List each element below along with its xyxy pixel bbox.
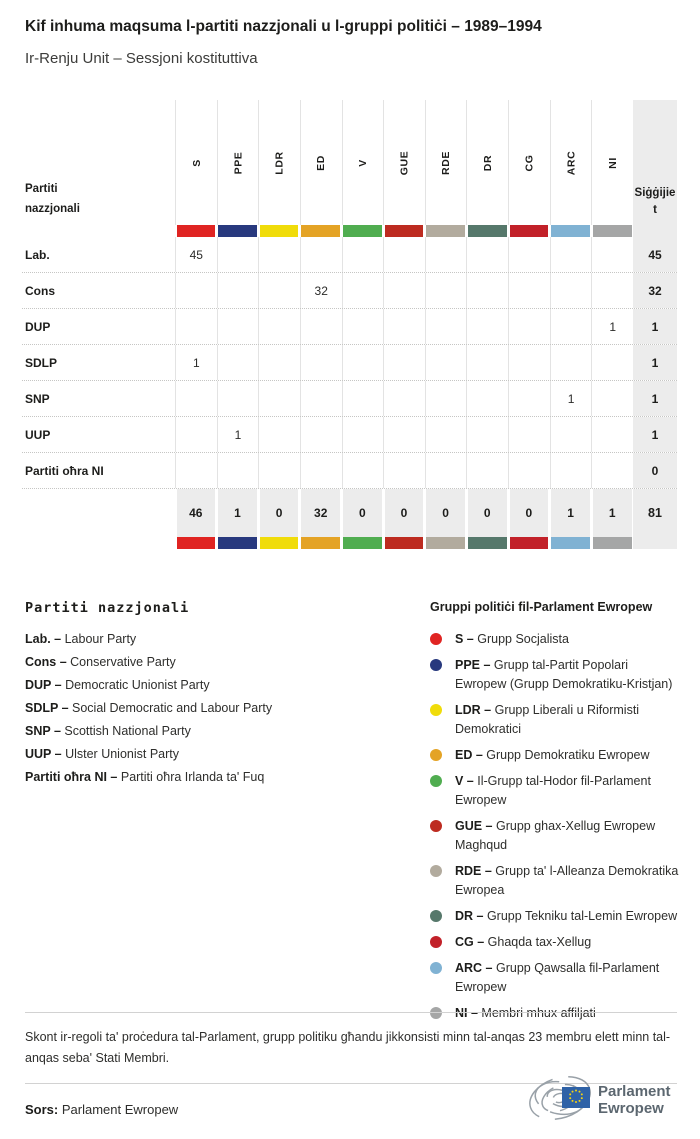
cell-PPE: [217, 381, 259, 416]
cell-DR: [466, 417, 508, 452]
group-abbr: S –: [455, 632, 478, 646]
group-legend-item: [430, 772, 682, 810]
group-header-S: [175, 100, 217, 225]
seats-colorbar-bottom-fill: [633, 537, 677, 549]
cell-PPE: [217, 345, 259, 380]
cell-PPE: 1: [217, 417, 259, 452]
group-color-dot-icon: [430, 820, 442, 832]
colorbar-segment-DR: [466, 225, 508, 237]
footnote: Skont ir-regoli ta' proċedura tal-Parlament, grupp politiku għandu jikkonsisti minn tal-anqas 23 membru elett minn tal-anqas seba' Stati Membri.: [25, 1012, 677, 1084]
cell-RDE: [425, 237, 467, 272]
row-label: SDLP: [25, 355, 58, 370]
colorbar-segment-DR: [466, 537, 508, 549]
group-name: Grupp tal-Partit Popolari Ewropew (Grupp Demokratiku-Kristjan): [455, 658, 673, 691]
cell-NI: [591, 417, 633, 452]
colorbar-segment-LDR: [258, 225, 300, 237]
column-total-DR: 0: [466, 489, 508, 537]
cell-V: [342, 273, 384, 308]
cell-LDR: [258, 453, 300, 488]
cell-CG: [508, 309, 550, 344]
table-body: [22, 237, 677, 489]
group-color-dot-icon: [430, 659, 442, 671]
group-abbr: GUE –: [455, 819, 496, 833]
group-legend-item: [430, 656, 682, 694]
group-header-strip: [175, 100, 633, 225]
row-label: UUP: [25, 427, 51, 442]
cell-ARC: [550, 345, 592, 380]
group-legend-item: [430, 862, 682, 900]
totals-spacer: [22, 489, 175, 537]
cell-GUE: [383, 309, 425, 344]
column-total-PPE: 1: [217, 489, 259, 537]
colorbar-segment-RDE: [425, 225, 467, 237]
totals-strip: [175, 489, 633, 537]
corner-label: Partiti nazzjonali: [25, 183, 80, 215]
row-total: 1: [633, 345, 677, 380]
row-total: 1: [633, 417, 677, 452]
cell-CG: [508, 417, 550, 452]
cell-V: [342, 453, 384, 488]
cell-GUE: [383, 273, 425, 308]
group-legend: [430, 600, 682, 1030]
european-parliament-logo: [526, 1074, 688, 1122]
colorbar-segment-V: [342, 225, 384, 237]
party-abbr: UUP –: [25, 747, 66, 761]
cell-V: [342, 417, 384, 452]
cell-LDR: [258, 417, 300, 452]
cell-CG: [508, 381, 550, 416]
group-abbr: ARC –: [455, 961, 496, 975]
colorbar-segment-CG: [508, 225, 550, 237]
group-header-label: ARC: [565, 150, 578, 175]
cell-ARC: [550, 237, 592, 272]
table-row: [22, 453, 677, 489]
group-header-label: PPE: [231, 151, 244, 174]
group-color-dot-icon: [430, 865, 442, 877]
group-abbr: NI –: [455, 1006, 482, 1020]
cell-GUE: [383, 453, 425, 488]
cell-CG: [508, 273, 550, 308]
group-header-LDR: [258, 100, 300, 225]
cell-S: [175, 309, 217, 344]
column-total-LDR: 0: [258, 489, 300, 537]
totals-row: [22, 489, 677, 537]
party-name: Conservative Party: [70, 655, 176, 669]
cell-V: [342, 345, 384, 380]
group-color-dot-icon: [430, 962, 442, 974]
cell-CG: [508, 345, 550, 380]
cell-ARC: [550, 417, 592, 452]
party-legend-list: [25, 632, 405, 784]
group-color-dot-icon: [430, 775, 442, 787]
cell-S: [175, 417, 217, 452]
cell-NI: [591, 345, 633, 380]
cell-NI: [591, 237, 633, 272]
cell-DR: [466, 237, 508, 272]
cell-RDE: [425, 309, 467, 344]
cell-S: 45: [175, 237, 217, 272]
cell-NI: [591, 273, 633, 308]
table-row: [22, 237, 677, 273]
cell-RDE: [425, 345, 467, 380]
colorbar-segment-NI: [591, 225, 633, 237]
cell-PPE: [217, 309, 259, 344]
seats-header-label: Siġġijiet: [634, 187, 676, 216]
group-header-label: GUE: [398, 150, 411, 175]
logo-text-line1: Parlament: [598, 1083, 671, 1100]
group-header-DR: [466, 100, 508, 225]
party-name: Scottish National Party: [64, 724, 191, 738]
group-header-RDE: [425, 100, 467, 225]
party-name: Labour Party: [64, 632, 137, 646]
group-header-label: ED: [315, 154, 328, 171]
group-color-dot-icon: [430, 910, 442, 922]
group-legend-item: [430, 817, 682, 855]
group-header-PPE: [217, 100, 259, 225]
party-name: Ulster Unionist Party: [65, 747, 180, 761]
group-legend-title: Gruppi politiċi fil-Parlament Ewropew: [430, 600, 653, 614]
group-color-dot-icon: [430, 633, 442, 645]
group-header-ARC: [550, 100, 592, 225]
cell-ED: 32: [300, 273, 342, 308]
colorbar-segment-NI: [591, 537, 633, 549]
party-abbr: Partiti oħra NI –: [25, 770, 121, 784]
page-title: Kif inhuma maqsuma l-partiti nazzjonali u l-gruppi politiċi – 1989–1994: [25, 18, 542, 35]
colorbar-segment-ED: [300, 225, 342, 237]
seats-colorbar-top-fill: [633, 225, 677, 237]
group-abbr: DR –: [455, 909, 487, 923]
party-legend-item: [25, 770, 405, 784]
cell-CG: [508, 453, 550, 488]
source-label: Sors:: [25, 1102, 59, 1117]
colorbar-segment-ED: [300, 537, 342, 549]
column-total-NI: 1: [591, 489, 633, 537]
cell-DR: [466, 453, 508, 488]
group-legend-item: [430, 959, 682, 997]
group-legend-item: [430, 746, 682, 765]
cell-ED: [300, 417, 342, 452]
party-name: Democratic Unionist Party: [65, 678, 210, 692]
party-legend-item: [25, 655, 405, 669]
colorbar-segment-ARC: [550, 225, 592, 237]
column-total-ED: 32: [300, 489, 342, 537]
party-legend-item: [25, 632, 405, 646]
column-total-V: 0: [342, 489, 384, 537]
group-header-label: V: [356, 158, 369, 167]
group-name: Grupp Demokratiku Ewropew: [486, 748, 650, 762]
cell-LDR: [258, 237, 300, 272]
logo-text-line2: Ewropew: [598, 1100, 664, 1117]
group-abbr: PPE –: [455, 658, 494, 672]
group-header-GUE: [383, 100, 425, 225]
group-header-ED: [300, 100, 342, 225]
party-abbr: Cons –: [25, 655, 71, 669]
row-label: Lab.: [25, 247, 50, 262]
cell-LDR: [258, 309, 300, 344]
row-total: 0: [633, 453, 677, 488]
cell-PPE: [217, 453, 259, 488]
table-row: [22, 309, 677, 345]
cell-PPE: [217, 273, 259, 308]
cell-ED: [300, 309, 342, 344]
group-color-dot-icon: [430, 704, 442, 716]
party-abbr: DUP –: [25, 678, 66, 692]
row-values: [175, 273, 633, 308]
row-values: [175, 345, 633, 380]
group-abbr: LDR –: [455, 703, 495, 717]
group-header-label: NI: [606, 156, 619, 169]
colorbar-segment-ARC: [550, 537, 592, 549]
source-line: [25, 1102, 178, 1117]
group-legend-list: [430, 630, 682, 1023]
party-legend: [25, 600, 405, 793]
colorbar-segment-CG: [508, 537, 550, 549]
party-legend-item: [25, 678, 405, 692]
colorbar-segment-RDE: [425, 537, 467, 549]
group-header-label: RDE: [440, 150, 453, 175]
group-name: Grupp Tekniku tal-Lemin Ewropew: [486, 909, 678, 923]
cell-GUE: [383, 237, 425, 272]
column-total-RDE: 0: [425, 489, 467, 537]
row-values: [175, 237, 633, 272]
group-header-NI: [591, 100, 633, 225]
row-total: 1: [633, 381, 677, 416]
row-values: [175, 381, 633, 416]
table-row: [22, 381, 677, 417]
cell-NI: 1: [591, 309, 633, 344]
cell-RDE: [425, 273, 467, 308]
cell-S: 1: [175, 345, 217, 380]
group-header-label: DR: [481, 154, 494, 171]
group-header-CG: [508, 100, 550, 225]
cell-GUE: [383, 381, 425, 416]
column-total-S: 46: [175, 489, 217, 537]
group-legend-item: [430, 630, 682, 649]
cell-PPE: [217, 237, 259, 272]
row-label: Cons: [25, 283, 55, 298]
group-name: Grupp Socjalista: [477, 632, 569, 646]
cell-V: [342, 309, 384, 344]
cell-DR: [466, 381, 508, 416]
column-total-CG: 0: [508, 489, 550, 537]
cell-ED: [300, 381, 342, 416]
cell-V: [342, 381, 384, 416]
colorbar-segment-V: [342, 537, 384, 549]
corner-cell: [22, 100, 175, 225]
group-header-label: LDR: [273, 150, 286, 175]
colorbar-segment-PPE: [217, 537, 259, 549]
colorbar-top-strip: [175, 225, 633, 237]
colorbar-top-row: [22, 225, 677, 237]
group-abbr: RDE –: [455, 864, 496, 878]
cell-DR: [466, 273, 508, 308]
cell-ED: [300, 345, 342, 380]
group-header-label: S: [190, 158, 203, 167]
source-value: Parlament Ewropew: [61, 1102, 179, 1117]
cell-GUE: [383, 345, 425, 380]
matrix-table: [22, 100, 677, 549]
party-abbr: Lab. –: [25, 632, 65, 646]
group-color-dot-icon: [430, 749, 442, 761]
group-abbr: ED –: [455, 748, 487, 762]
group-name: Grupp Liberali u Riformisti Demokratici: [455, 703, 640, 736]
cell-LDR: [258, 345, 300, 380]
cell-ED: [300, 237, 342, 272]
row-total: 45: [633, 237, 677, 272]
row-values: [175, 309, 633, 344]
colorbar-segment-LDR: [258, 537, 300, 549]
cell-ARC: [550, 273, 592, 308]
cell-LDR: [258, 273, 300, 308]
cell-S: [175, 273, 217, 308]
group-name: Ghaqda tax-Xellug: [487, 935, 592, 949]
group-abbr: V –: [455, 774, 478, 788]
colorbar-bottom-spacer: [22, 537, 175, 549]
table-header-row: [22, 100, 677, 225]
party-legend-item: [25, 747, 405, 761]
row-values: [175, 417, 633, 452]
cell-CG: [508, 237, 550, 272]
party-name: Social Democratic and Labour Party: [72, 701, 273, 715]
cell-RDE: [425, 417, 467, 452]
colorbar-segment-GUE: [383, 225, 425, 237]
colorbar-segment-PPE: [217, 225, 259, 237]
colorbar-segment-S: [175, 225, 217, 237]
party-abbr: SDLP –: [25, 701, 73, 715]
group-name: Grupp Qawsalla fil-Parlament Ewropew: [455, 961, 660, 994]
cell-RDE: [425, 381, 467, 416]
colorbar-top-spacer: [22, 225, 175, 237]
cell-LDR: [258, 381, 300, 416]
group-header-V: [342, 100, 384, 225]
cell-S: [175, 453, 217, 488]
party-legend-title: Partiti nazzjonali: [25, 600, 190, 616]
column-total-ARC: 1: [550, 489, 592, 537]
row-total: 32: [633, 273, 677, 308]
party-abbr: SNP –: [25, 724, 65, 738]
group-name: Membri mhux affiljati: [481, 1006, 596, 1020]
group-legend-item: [430, 933, 682, 952]
colorbar-bottom-strip: [175, 537, 633, 549]
cell-NI: [591, 381, 633, 416]
group-color-dot-icon: [430, 936, 442, 948]
cell-S: [175, 381, 217, 416]
cell-DR: [466, 309, 508, 344]
table-row: [22, 345, 677, 381]
cell-ARC: [550, 453, 592, 488]
colorbar-bottom-row: [22, 537, 677, 549]
colorbar-segment-GUE: [383, 537, 425, 549]
group-legend-item: [430, 701, 682, 739]
group-abbr: CG –: [455, 935, 488, 949]
table-row: [22, 417, 677, 453]
column-total-GUE: 0: [383, 489, 425, 537]
group-name: Grupp ta' l-Alleanza Demokratika Ewropea: [455, 864, 679, 897]
group-header-label: CG: [523, 154, 536, 171]
cell-ARC: [550, 309, 592, 344]
group-name: Grupp ghax-Xellug Ewropew Maghqud: [455, 819, 656, 852]
row-label: SNP: [25, 391, 50, 406]
group-legend-item: [430, 907, 682, 926]
row-values: [175, 453, 633, 488]
group-name: Il-Grupp tal-Hodor fil-Parlament Ewropew: [455, 774, 651, 807]
cell-ARC: 1: [550, 381, 592, 416]
colorbar-segment-S: [175, 537, 217, 549]
cell-RDE: [425, 453, 467, 488]
party-name: Partiti oħra Irlanda ta' Fuq: [120, 770, 265, 784]
grand-total-cell: 81: [633, 489, 677, 537]
page-subtitle: Ir-Renju Unit – Sessjoni kostituttiva: [25, 50, 258, 67]
seats-header-cell: [633, 100, 677, 225]
cell-DR: [466, 345, 508, 380]
party-legend-item: [25, 724, 405, 738]
table-row: [22, 273, 677, 309]
cell-GUE: [383, 417, 425, 452]
row-label: Partiti oħra NI: [25, 463, 104, 478]
party-legend-item: [25, 701, 405, 715]
cell-ED: [300, 453, 342, 488]
row-total: 1: [633, 309, 677, 344]
row-label: DUP: [25, 319, 51, 334]
cell-NI: [591, 453, 633, 488]
cell-V: [342, 237, 384, 272]
